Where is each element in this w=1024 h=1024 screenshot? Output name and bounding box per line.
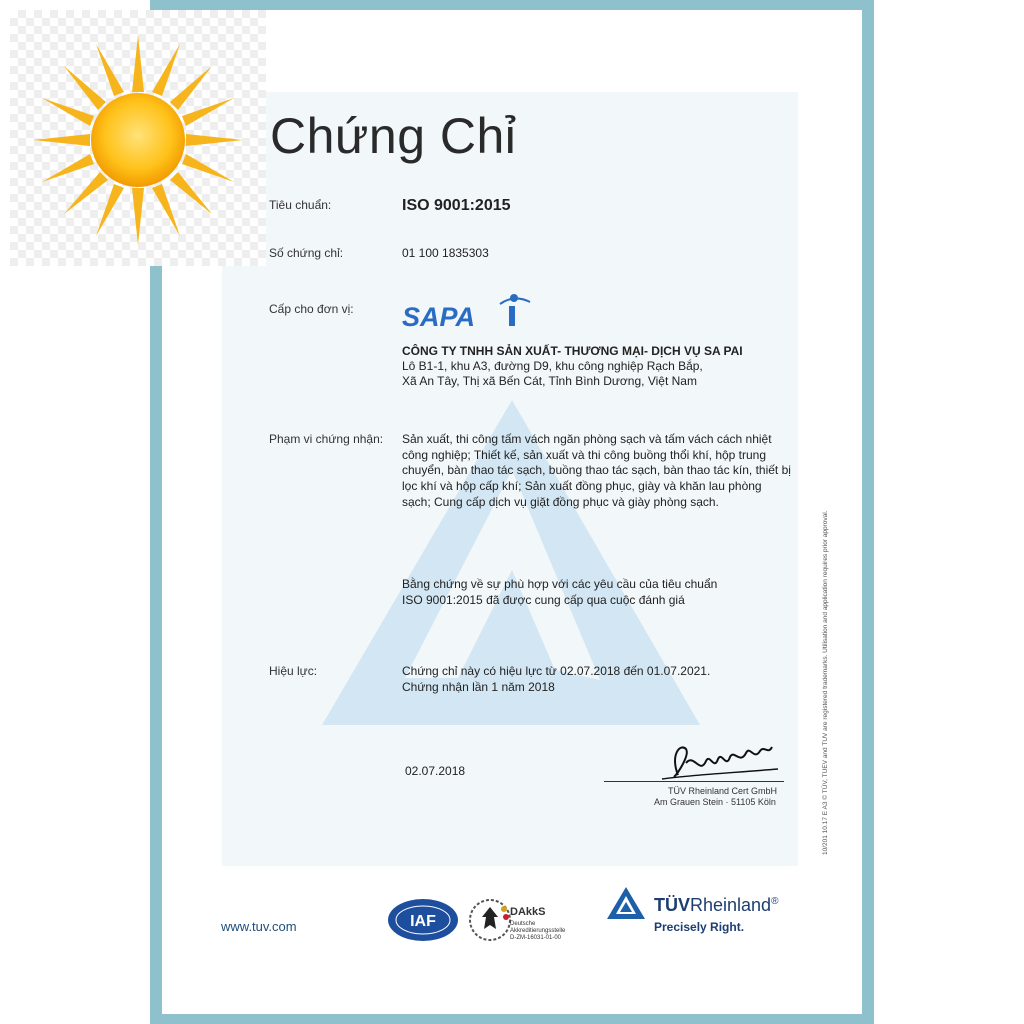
issue-date: 02.07.2018 bbox=[405, 764, 466, 778]
validity-line1: Chứng chỉ này có hiệu lực từ 02.07.2018 đến 01.07.2021. bbox=[402, 664, 711, 678]
dakks-eagle-icon bbox=[468, 895, 512, 945]
standard-label: Tiêu chuẩn: bbox=[269, 198, 332, 212]
dakks-name: DAkkS bbox=[510, 906, 546, 918]
sun-icon bbox=[28, 30, 248, 250]
validity-line2: Chứng nhận lần 1 năm 2018 bbox=[402, 680, 555, 694]
company-address-line1: Lô B1-1, khu A3, đường D9, khu công nghiệp Rạch Bắp, bbox=[402, 359, 703, 373]
validity-label: Hiệu lực: bbox=[269, 664, 318, 678]
iaf-logo-text: IAF bbox=[410, 913, 436, 930]
evidence-line2: ISO 9001:2015 đã được cung cấp qua cuộc đánh giá bbox=[402, 593, 685, 607]
certificate-title: Chứng Chỉ bbox=[270, 108, 517, 164]
signature bbox=[660, 735, 780, 781]
issued-to-label: Cấp cho đơn vị: bbox=[269, 302, 354, 316]
tuv-website-link[interactable]: www.tuv.com bbox=[221, 919, 297, 934]
issuer-address: Am Grauen Stein · 51105 Köln bbox=[654, 797, 776, 807]
tuv-triangle-logo bbox=[606, 886, 646, 920]
sapai-logo bbox=[400, 290, 535, 330]
company-name: CÔNG TY TNHH SẢN XUẤT- THƯƠNG MẠI- DỊCH VỤ SA PAI bbox=[402, 344, 743, 358]
sapai-logo-text: SAPA bbox=[402, 302, 476, 330]
tuv-rheinland-brand: TÜVRheinland® bbox=[654, 895, 779, 915]
tuv-tagline: Precisely Right. bbox=[654, 920, 745, 934]
company-address-line2: Xã An Tây, Thị xã Bến Cát, Tỉnh Bình Dương, Việt Nam bbox=[402, 374, 697, 388]
scope-text: Sản xuất, thi công tấm vách ngăn phòng sạch và tấm vách cách nhiệt công nghiệp; Thiết kế, sản xuất và thi công buồng thổi khí, hộp trung chuyển, bàn thao tác sạch, buồng thao tác sạch, bàn thao tác kín, thiết bị lọc khí và hộp cấp khí; Sản xuất đồng phục, giày và khăn lau phòng sạch; Cung cấp dịch vụ giặt đồng phục và giày phòng sạch. bbox=[402, 432, 791, 509]
scope-label: Phạm vi chứng nhận: bbox=[269, 432, 384, 446]
issuer-name: TÜV Rheinland Cert GmbH bbox=[668, 786, 778, 796]
certificate-number-value: 01 100 1835303 bbox=[402, 246, 489, 260]
signature-line bbox=[604, 781, 784, 782]
dakks-line2: Akkreditierungsstelle bbox=[510, 928, 566, 934]
standard-value: ISO 9001:2015 bbox=[402, 197, 511, 214]
certificate-number-label: Số chứng chỉ: bbox=[269, 246, 344, 260]
iaf-logo bbox=[386, 897, 460, 943]
side-legal-note: 10/201 10.17 E A3 © TÜV, TUEV and TUV are registered trademarks. Utilisation and application requires prior approval. bbox=[822, 510, 829, 855]
dakks-line1: Deutsche bbox=[510, 921, 536, 927]
evidence-line1: Bằng chứng về sự phù hợp với các yêu cầu của tiêu chuẩn bbox=[402, 577, 718, 591]
dakks-line3: D-ZM-16031-01-00 bbox=[510, 935, 562, 941]
